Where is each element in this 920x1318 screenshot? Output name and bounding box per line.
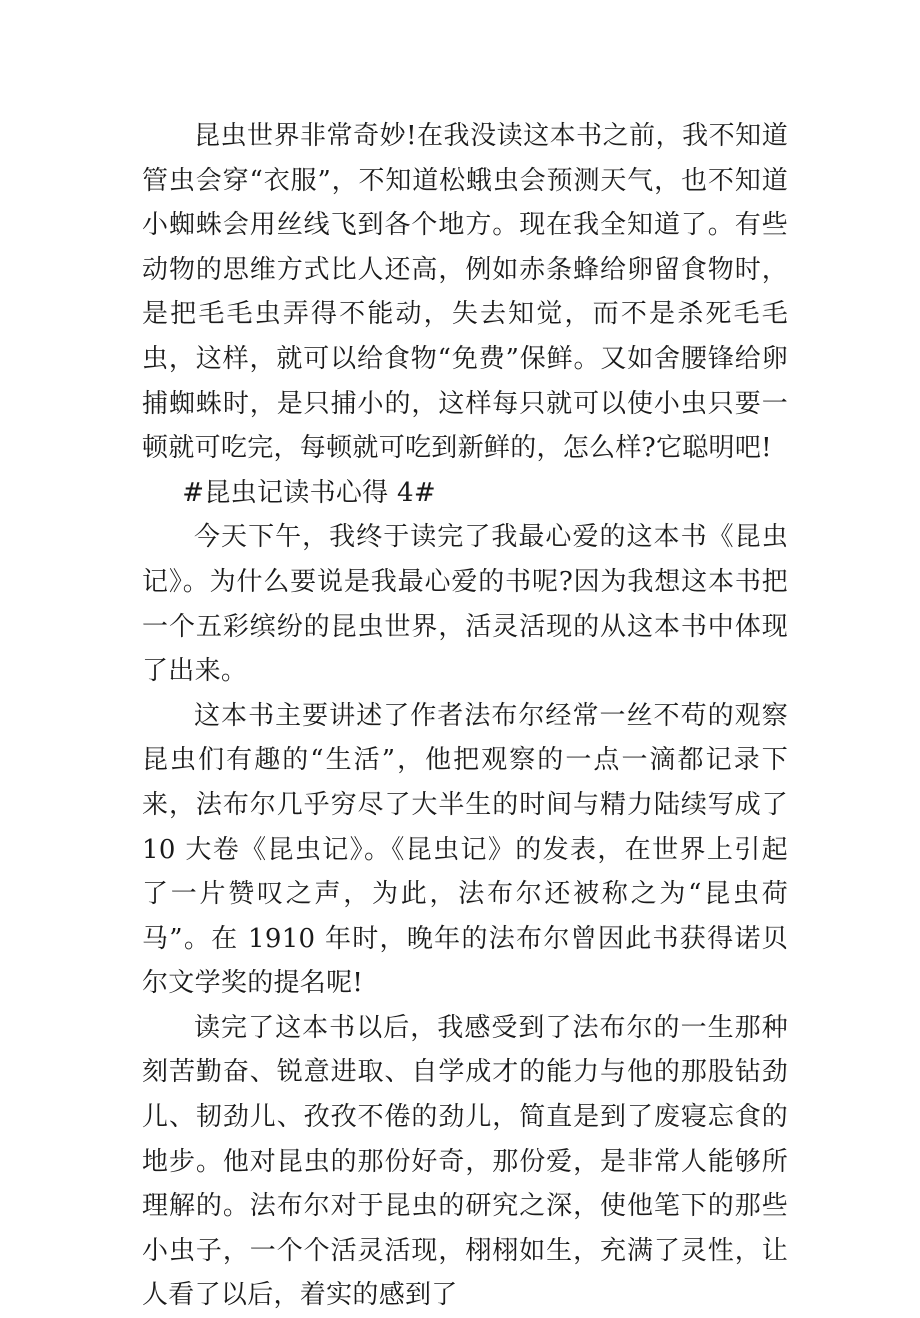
paragraph-insect-world: 昆虫世界非常奇妙!在我没读这本书之前，我不知道管虫会穿“衣服”，不知道松蛾虫会预测天气，也不知道小蜘蛛会用丝线飞到各个地方。现在我全知道了。有些动物的思维方式比人还高，例如赤条蜂给卵留食物时，是把毛毛虫弄得不能动，失去知觉，而不是杀死毛毛虫，这样，就可以给食物“免费”保鲜。又如舍腰锋给卵捕蜘蛛时，是只捕小的，这样每只就可以使小虫只要一顿就可吃完，每顿就可吃到新鲜的，怎么样?它聪明吧!	[142, 121, 788, 464]
section-heading: #昆虫记读书心得 4#	[182, 477, 436, 508]
paragraph-reflection: 读完了这本书以后，我感受到了法布尔的一生那种刻苦勤奋、锐意进取、自学成才的能力与他的那股钻劲儿、韧劲儿、孜孜不倦的劲儿，简直是到了废寝忘食的地步。他对昆虫的那份好奇，那份爱，是非常人能够所理解的。法布尔对于昆虫的研究之深，使他笔下的那些小虫子，一个个活灵活现，栩栩如生，充满了灵性，让人看了以后，着实的感到了	[142, 1012, 788, 1311]
paragraph-book-summary: 这本书主要讲述了作者法布尔经常一丝不苟的观察昆虫们有趣的“生活”，他把观察的一点一滴都记录下来，法布尔几乎穷尽了大半生的时间与精力陆续写成了 10 大卷《昆虫记》。《昆虫记》的发表，在世界上引起了一片赞叹之声，为此，法布尔还被称之为“昆虫荷马”。在 1910 年时，晚年的法布尔曾因此书获得诺贝尔文学奖的提名呢!	[142, 700, 788, 999]
paragraph-finished-reading: 今天下午，我终于读完了我最心爱的这本书《昆虫记》。为什么要说是我最心爱的书呢?因为我想这本书把一个五彩缤纷的昆虫世界，活灵活现的从这本书中体现了出来。	[142, 522, 788, 687]
document-body	[142, 114, 788, 1318]
